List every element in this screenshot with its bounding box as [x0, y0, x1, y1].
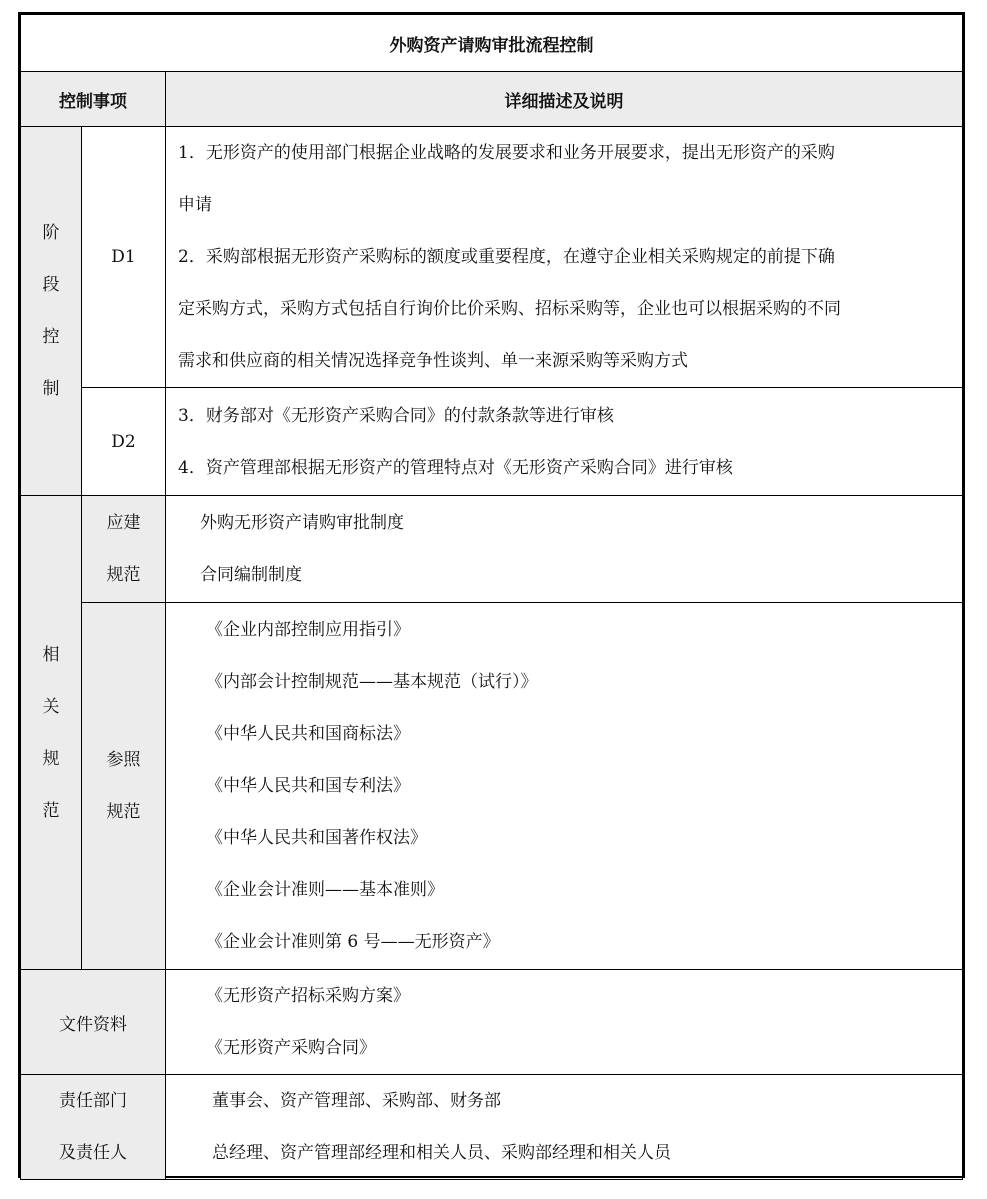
responsibility-item: 总经理、资产管理部经理和相关人员、采购部经理和相关人员 [212, 1143, 671, 1163]
header-row [21, 72, 963, 127]
stage-label-char: 控 [42, 327, 60, 347]
reference-item: 《企业会计准则——基本准则》 [206, 880, 444, 900]
norms-label-char: 范 [42, 800, 60, 821]
responsibility-label-line: 责任部门 [59, 1091, 127, 1111]
responsibility-row [21, 1075, 963, 1180]
norms-label-char: 相 [42, 644, 60, 665]
document-item: 《无形资产采购合同》 [206, 1038, 376, 1058]
norm-item: 外购无形资产请购审批制度 [200, 513, 404, 533]
should-build-items [166, 496, 963, 603]
should-build-label-line: 应建 [106, 513, 141, 533]
documents-label: 文件资料 [21, 970, 166, 1075]
header-description: 详细描述及说明 [166, 72, 963, 127]
reference-label-line: 规范 [106, 802, 141, 822]
reference-items [166, 603, 963, 970]
should-build-label-line: 规范 [106, 565, 141, 585]
documents-row [21, 970, 963, 1075]
norms-label-char: 关 [42, 696, 60, 717]
stage-label-char: 段 [42, 275, 60, 295]
desc-line: 4．资产管理部根据无形资产的管理特点对《无形资产采购合同》进行审核 [178, 457, 733, 478]
responsibility-label-line: 及责任人 [59, 1143, 127, 1163]
related-norms-label [21, 496, 82, 970]
norms-label-char: 规 [42, 748, 60, 769]
desc-line: 3．财务部对《无形资产采购合同》的付款条款等进行审核 [178, 405, 614, 426]
norms-row-build [21, 496, 963, 603]
stage-code-d1: D1 [82, 127, 166, 388]
stage-control-label [21, 127, 82, 496]
stage-label-char: 制 [42, 379, 60, 399]
stage-desc-d1 [166, 127, 963, 388]
norm-item: 合同编制制度 [200, 565, 302, 585]
header-control-items: 控制事项 [21, 72, 166, 127]
stage-row-d2 [21, 388, 963, 496]
control-table [20, 14, 963, 1180]
norms-row-reference [21, 603, 963, 970]
desc-line: 1．无形资产的使用部门根据企业战略的发展要求和业务开展要求，提出无形资产的采购 [178, 143, 835, 163]
reference-label [82, 603, 166, 970]
responsibility-label [21, 1075, 166, 1180]
desc-line: 2．采购部根据无形资产采购标的额度或重要程度，在遵守企业相关采购规定的前提下确 [178, 247, 835, 267]
reference-label-line: 参照 [106, 750, 141, 770]
document-item: 《无形资产招标采购方案》 [206, 986, 410, 1006]
reference-item: 《中华人民共和国著作权法》 [206, 828, 427, 848]
reference-item: 《企业内部控制应用指引》 [206, 620, 410, 640]
reference-item: 《中华人民共和国商标法》 [206, 724, 410, 744]
documents-items [166, 970, 963, 1075]
stage-row-d1 [21, 127, 963, 388]
desc-line: 需求和供应商的相关情况选择竞争性谈判、单一来源采购等采购方式 [178, 351, 688, 371]
title-row [21, 15, 963, 72]
responsibility-item: 董事会、资产管理部、采购部、财务部 [212, 1091, 501, 1111]
stage-code-d2: D2 [82, 388, 166, 496]
desc-line: 申请 [178, 195, 212, 215]
control-table-sheet [18, 12, 965, 1178]
reference-item: 《企业会计准则第 6 号——无形资产》 [206, 932, 500, 952]
reference-item: 《中华人民共和国专利法》 [206, 776, 410, 796]
desc-line: 定采购方式，采购方式包括自行询价比价采购、招标采购等，企业也可以根据采购的不同 [178, 299, 841, 319]
table-title: 外购资产请购审批流程控制 [21, 15, 963, 72]
stage-label-char: 阶 [42, 223, 60, 243]
stage-desc-d2 [166, 388, 963, 496]
should-build-label [82, 496, 166, 603]
responsibility-items [166, 1075, 963, 1180]
reference-item: 《内部会计控制规范——基本规范（试行）》 [206, 672, 538, 692]
